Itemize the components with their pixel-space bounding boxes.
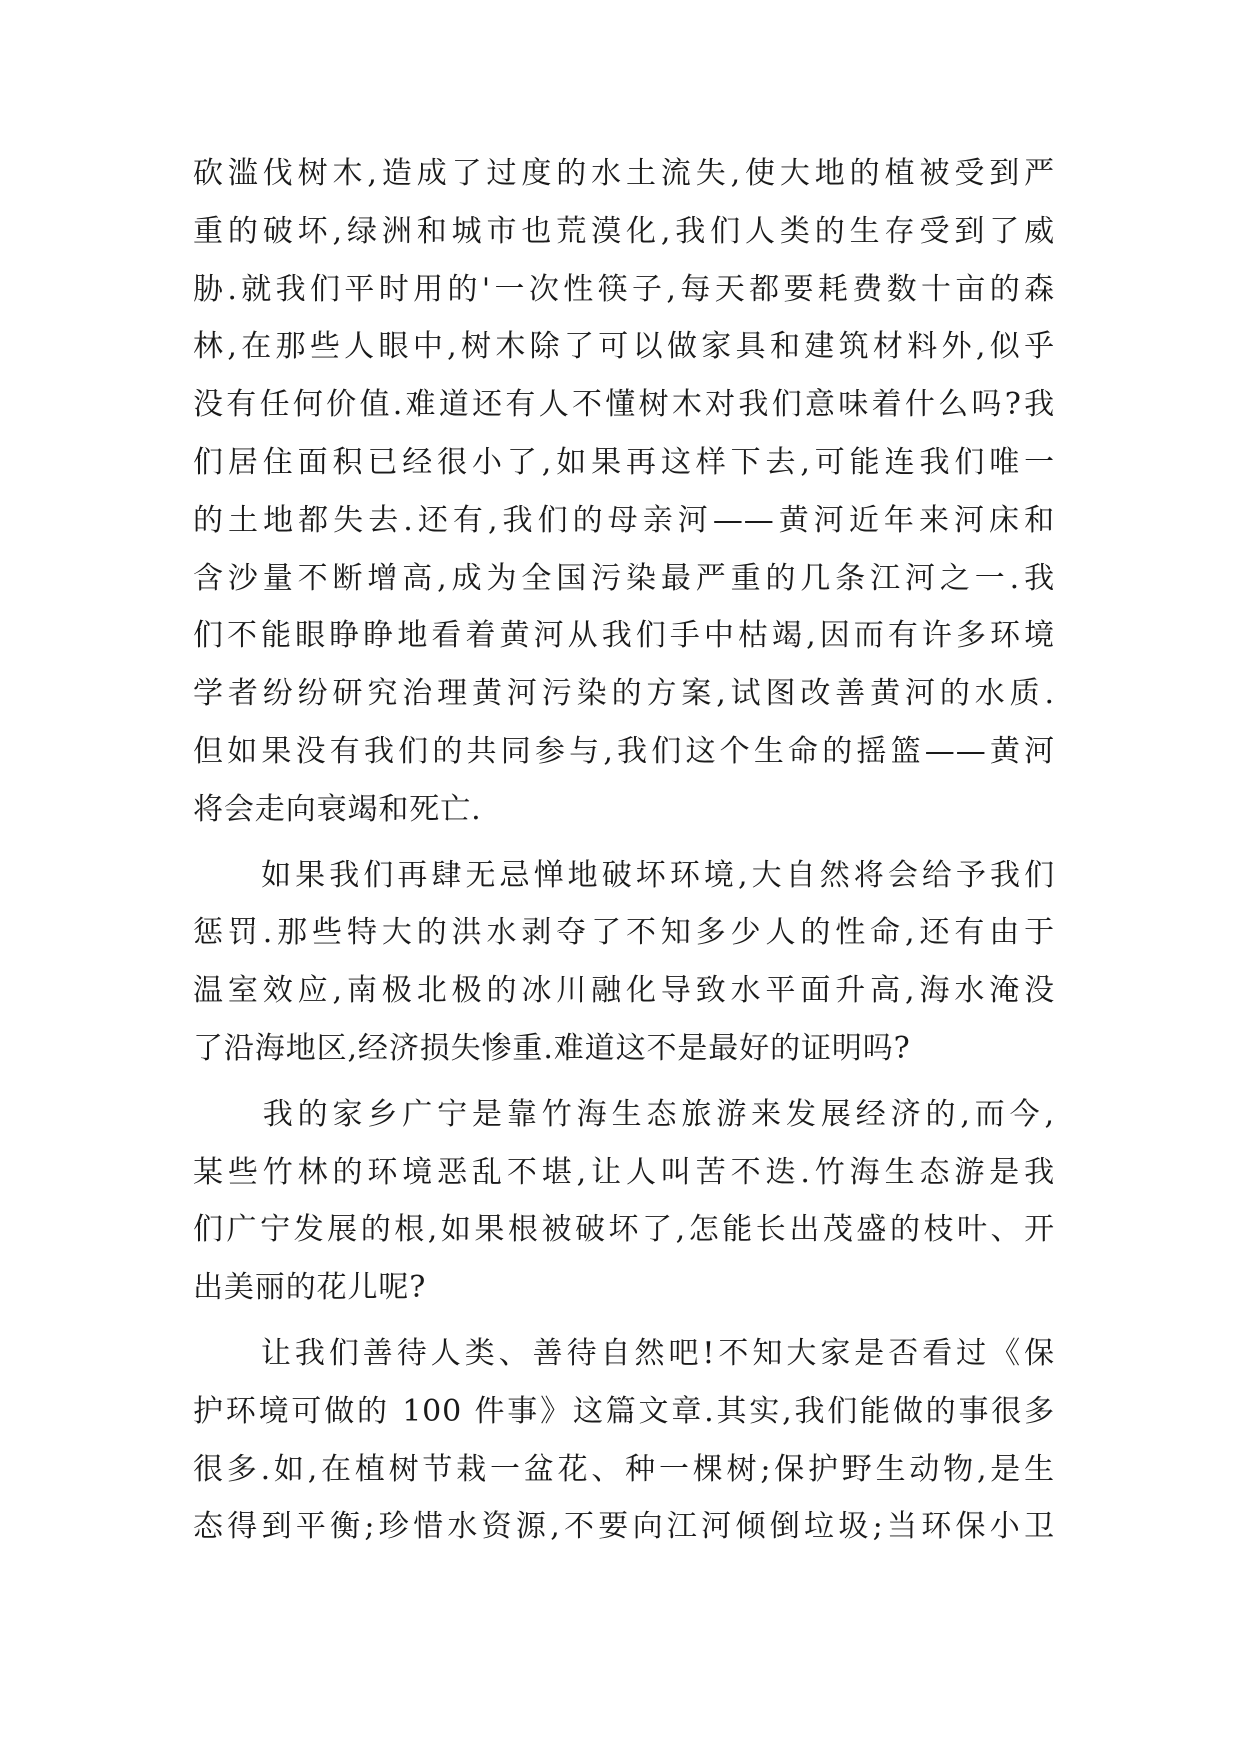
text-line: 学者纷纷研究治理黄河污染的方案,试图改善黄河的水质. [193,676,1055,712]
paragraph-4 [193,1325,1055,1556]
text-line: 砍滥伐树木,造成了过度的水土流失,使大地的植被受到严 [193,156,1055,191]
text-line: 但如果没有我们的共同参与,我们这个生命的摇篮——黄河 [193,733,1055,769]
text-line: 们广宁发展的根,如果根被破坏了,怎能长出茂盛的枝叶、开 [193,1212,1055,1248]
document-body [193,145,1055,1556]
paragraph-2 [193,847,1055,1078]
text-line: 了沿海地区,经济损失惨重.难道这不是最好的证明吗? [193,1030,911,1066]
text-line: 含沙量不断增高,成为全国污染最严重的几条江河之一.我 [193,560,1055,596]
text-line: 态得到平衡;珍惜水资源,不要向江河倾倒垃圾;当环保小卫 [193,1509,1055,1545]
paragraph-1 [193,145,1055,839]
text-line: 很多.如,在植树节栽一盆花、种一棵树;保护野生动物,是生 [193,1451,1055,1487]
text-line: 们不能眼睁睁地看着黄河从我们手中枯竭,因而有许多环境 [193,618,1055,654]
text-line: 某些竹林的环境恶乱不堪,让人叫苦不迭.竹海生态游是我 [193,1154,1055,1190]
text-line: 护环境可做的 100 件事》这篇文章.其实,我们能做的事很多 [193,1393,1055,1429]
text-line: 没有任何价值.难道还有人不懂树木对我们意味着什么吗?我 [193,387,1055,423]
text-line: 如果我们再肆无忌惮地破坏环境,大自然将会给予我们 [193,857,1055,893]
text-line: 惩罚.那些特大的洪水剥夺了不知多少人的性命,还有由于 [193,915,1055,951]
text-line: 的土地都失去.还有,我们的母亲河——黄河近年来河床和 [193,502,1055,538]
text-line: 林,在那些人眼中,树木除了可以做家具和建筑材料外,似乎 [193,329,1055,365]
text-line: 胁.就我们平时用的'一次性筷子,每天都要耗费数十亩的森 [193,271,1055,307]
text-line: 重的破坏,绿洲和城市也荒漠化,我们人类的生存受到了威 [193,213,1055,249]
text-line: 出美丽的花儿呢? [193,1270,427,1306]
text-line: 我的家乡广宁是靠竹海生态旅游来发展经济的,而今, [193,1096,1055,1132]
text-line: 让我们善待人类、善待自然吧!不知大家是否看过《保 [193,1335,1055,1371]
text-line: 们居住面积已经很小了,如果再这样下去,可能连我们唯一 [193,444,1055,480]
text-line: 温室效应,南极北极的冰川融化导致水平面升高,海水淹没 [193,973,1055,1009]
text-line: 将会走向衰竭和死亡. [193,791,482,827]
paragraph-3 [193,1086,1055,1317]
